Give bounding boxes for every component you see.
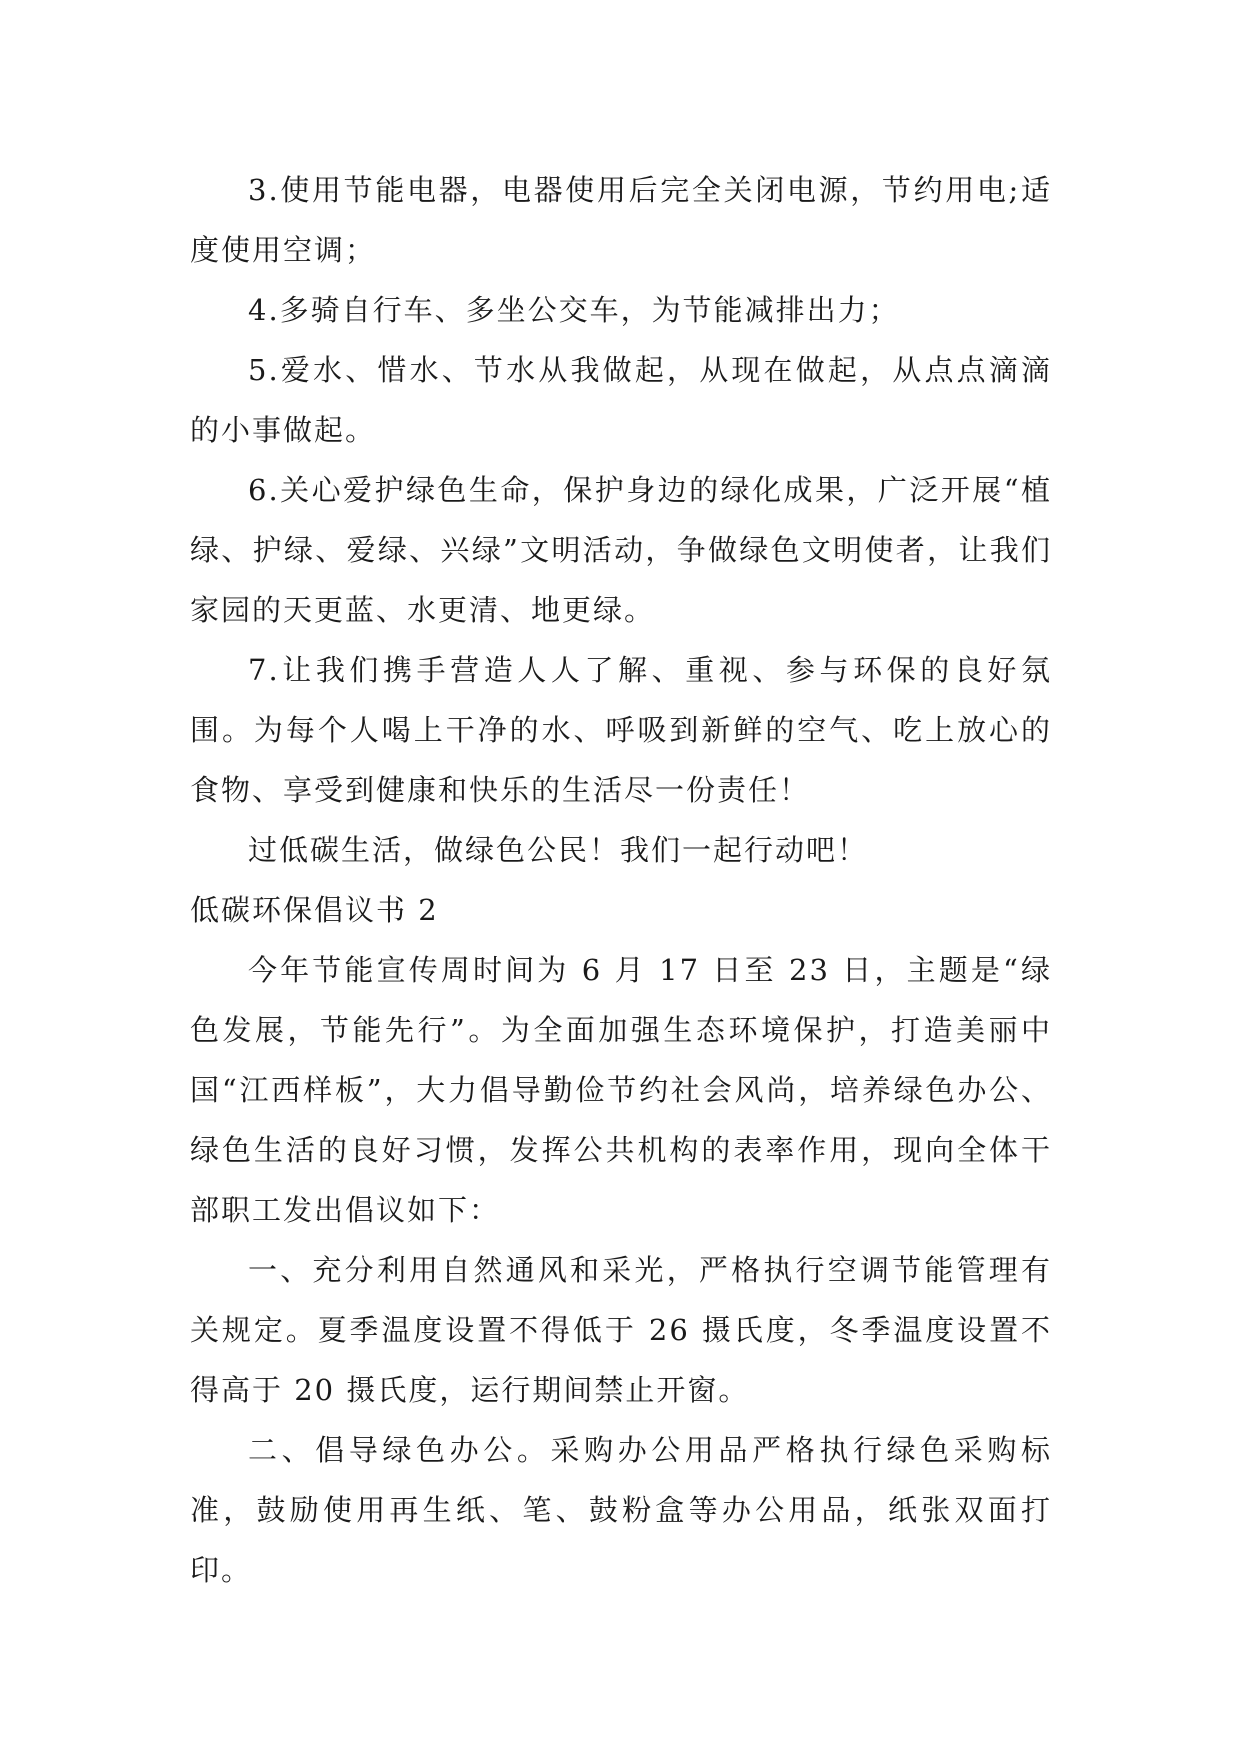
- proposal-item-1: 一、充分利用自然通风和采光，严格执行空调节能管理有关规定。夏季温度设置不得低于 26 摄氏度，冬季温度设置不得高于 20 摄氏度，运行期间禁止开窗。: [190, 1253, 1052, 1407]
- paragraph-item-6: 6.关心爱护绿色生命，保护身边的绿化成果，广泛开展“植绿、护绿、爱绿、兴绿”文明活动，争做绿色文明使者，让我们家园的天更蓝、水更清、地更绿。: [190, 473, 1052, 627]
- closing-slogan: 过低碳生活，做绿色公民！我们一起行动吧！: [248, 833, 869, 867]
- paragraph-item-4: 4.多骑自行车、多坐公交车，为节能减排出力；: [248, 293, 900, 327]
- paragraph-item-3: 3.使用节能电器，电器使用后完全关闭电源，节约用电;适度使用空调；: [190, 173, 1052, 267]
- document-body: [190, 160, 1052, 1600]
- paragraph-item-5: 5.爱水、惜水、节水从我做起，从现在做起，从点点滴滴的小事做起。: [190, 353, 1052, 447]
- intro-paragraph: 今年节能宣传周时间为 6 月 17 日至 23 日，主题是“绿色发展，节能先行”。为全面加强生态环境保护，打造美丽中国“江西样板”，大力倡导勤俭节约社会风尚，培养绿色办公、绿色生活的良好习惯，发挥公共机构的表率作用，现向全体干部职工发出倡议如下：: [190, 953, 1052, 1227]
- section-heading: 低碳环保倡议书 2: [190, 893, 439, 927]
- proposal-item-2: 二、倡导绿色办公。采购办公用品严格执行绿色采购标准，鼓励使用再生纸、笔、鼓粉盒等办公用品，纸张双面打印。: [190, 1433, 1052, 1587]
- paragraph-item-7: 7.让我们携手营造人人了解、重视、参与环保的良好氛围。为每个人喝上干净的水、呼吸到新鲜的空气、吃上放心的食物、享受到健康和快乐的生活尽一份责任！: [190, 653, 1052, 807]
